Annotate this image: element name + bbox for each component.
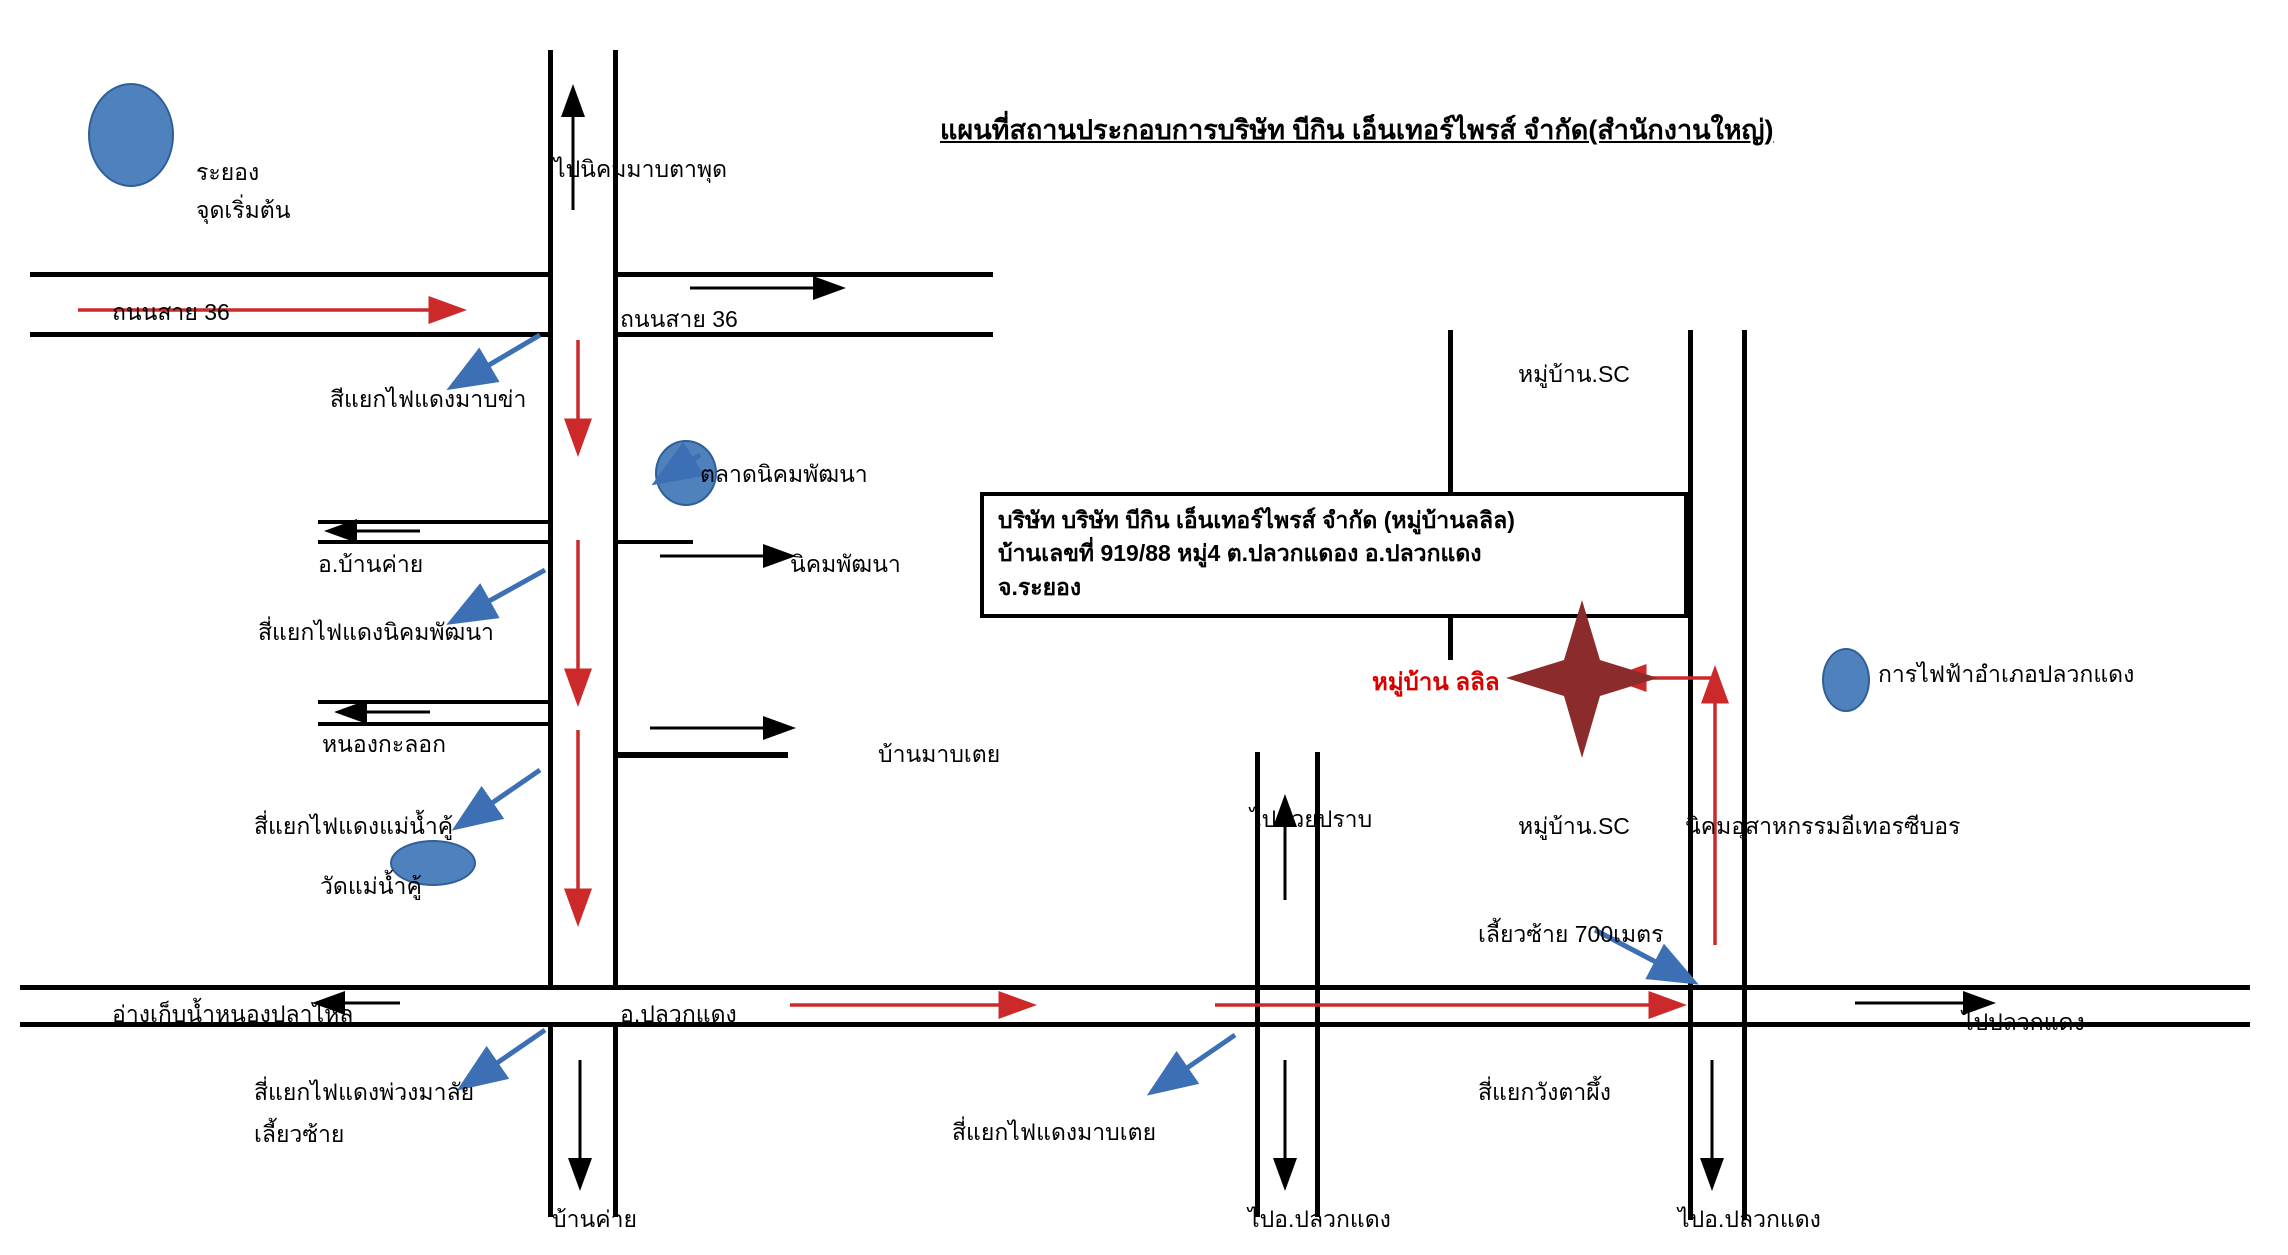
- label-wat-mae-nam-khu: วัดแม่น้ำคู้: [320, 873, 422, 899]
- label-amphoe-ban-khai: อ.บ้านค่าย: [318, 551, 424, 577]
- label-amphoe-pluak-daeng: อ.ปลวกแดง: [620, 1001, 737, 1027]
- label-to-pluak-daeng: ไปปลวกแดง: [1962, 1009, 2085, 1035]
- place-marker-ellipse-rayong: [88, 83, 174, 187]
- label-road36-left: ถนนสาย 36: [112, 299, 230, 325]
- label-junction-wang-ta-phing: สี่แยกวังตาผึ้ง: [1478, 1079, 1611, 1105]
- blue-pointer-icon-map-toei-junction: [1155, 1035, 1235, 1090]
- road-ban-khai-branch-2: [318, 540, 550, 544]
- blue-pointer-icon-phuang-malai: [465, 1030, 545, 1085]
- label-junction-phuang-malai-2: เลี้ยวซ้าย: [254, 1121, 345, 1147]
- road-vertical-main-left-2: [613, 50, 618, 990]
- road-ban-khai-branch: [318, 520, 550, 524]
- label-junction-map-kha: สีแยกไฟแดงมาบข่า: [330, 386, 527, 412]
- destination-star-icon: [1506, 600, 1658, 758]
- label-ban-map-toei: บ้านมาบเตย: [878, 741, 1001, 767]
- label-village-sc-upper: หมู่บ้าน.SC: [1518, 361, 1630, 387]
- label-junction-mae-nam-khu: สี่แยกไฟแดงแม่น้ำคู้: [254, 813, 454, 839]
- road-vertical-industrial: [1688, 330, 1693, 1220]
- label-market-nikhom-phatthana: ตลาดนิคมพัฒนา: [700, 461, 868, 487]
- road-ban-map-toei-branch: [613, 752, 788, 758]
- road-main-bottom: [20, 985, 2250, 990]
- label-po-pluak-daeng-1: ไปอ.ปลวกแดง: [1248, 1206, 1391, 1232]
- label-rayong-start-2: จุดเริ่มต้น: [196, 197, 291, 223]
- label-industrial-estate-eastern: นิคมอุสาหกรรมอีเทอรซีบอร: [1685, 813, 1961, 839]
- label-turn-left-700m: เลี้ยวซ้าย 700เมตร: [1478, 921, 1664, 947]
- road-nikhom-phatthana-branch: [613, 540, 693, 544]
- road-vertical-industrial-2: [1742, 330, 1747, 1220]
- road-nong-ta-lok-branch: [318, 700, 550, 704]
- blue-pointer-icon-mae-nam-khu: [460, 770, 540, 825]
- blue-pointer-icon-map-kha: [455, 335, 540, 385]
- label-village-sc-lower: หมู่บ้าน.SC: [1518, 813, 1630, 839]
- label-to-huai-prap: ไปห้วยปราบ: [1250, 806, 1373, 832]
- label-nikhom-phatthana: นิคมพัฒนา: [790, 551, 901, 577]
- label-nong-ta-lok: หนองกะลอก: [322, 731, 447, 757]
- road-36-top-left-2: [30, 332, 550, 337]
- page-title: แผนที่สถานประกอบการบริษัท บีกิน เอ็นเทอร์ไพรส์ จำกัด(สำนักงานใหญ่): [940, 115, 1774, 145]
- company-address-line: บ้านเลขที่ 919/88 หมู่4 ต.ปลวกแดอง อ.ปลวกแดง: [998, 540, 1482, 567]
- road-36-top-right: [613, 272, 993, 277]
- label-ban-khai: บ้านค่าย: [552, 1206, 638, 1232]
- label-reservoir-nong-pla-lai: อ่างเก็บน้ำหนองปลาไหล: [112, 1001, 354, 1027]
- label-rayong-start-1: ระยอง: [196, 159, 260, 185]
- place-marker-ellipse-electricity: [1822, 648, 1870, 712]
- road-36-top-left: [30, 272, 550, 277]
- road-nong-ta-lok-branch-2: [318, 722, 550, 726]
- road-vertical-ban-khai: [548, 1022, 553, 1217]
- label-road36-right: ถนนสาย 36: [620, 306, 738, 332]
- road-vertical-ban-khai-2: [613, 1022, 618, 1217]
- company-name-line: บริษัท บริษัท บีกิน เอ็นเทอร์ไพรส์ จำกัด (หมู่บ้านลลิล): [998, 507, 1515, 533]
- label-to-nikhom-map-ta-phut: ไปนิคมมาบตาพุด: [554, 156, 728, 182]
- company-address-box: [980, 492, 1688, 618]
- label-electricity-authority: การไฟฟ้าอำเภอปลวกแดง: [1878, 661, 2135, 687]
- road-main-bottom-2: [20, 1022, 2250, 1027]
- company-province-line: จ.ระยอง: [998, 573, 1082, 600]
- label-junction-nikhom-phatthana: สี่แยกไฟแดงนิคมพัฒนา: [258, 619, 494, 645]
- label-junction-phuang-malai-1: สี่แยกไฟแดงพ่วงมาลัย: [254, 1079, 475, 1105]
- destination-label: หมู่บ้าน ลลิล: [1372, 669, 1500, 696]
- label-junction-map-toei: สี่แยกไฟแดงมาบเตย: [952, 1119, 1157, 1145]
- label-po-pluak-daeng-2: ไปอ.ปลวกแดง: [1678, 1206, 1821, 1232]
- blue-pointer-icon-nikhom-junction: [455, 570, 545, 620]
